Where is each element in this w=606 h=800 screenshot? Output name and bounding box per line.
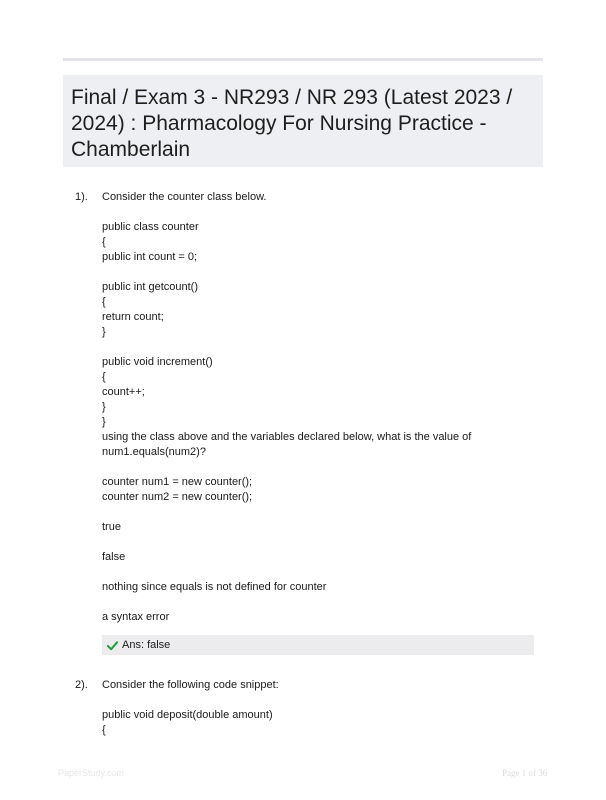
question-line: } (102, 416, 106, 428)
blank-line (102, 340, 532, 355)
question-line: return count; (102, 311, 164, 323)
blank-line (102, 595, 532, 610)
blank-line (102, 460, 532, 475)
question-line: public class counter (102, 221, 199, 233)
page-number: Page 1 of 36 (502, 768, 548, 778)
blank-line (102, 535, 532, 550)
blank-line (102, 693, 532, 708)
question-line: } (102, 401, 106, 413)
question-line: public int getcount() (102, 281, 198, 293)
question-line: using the class above and the variables declared below, what is the value of (102, 431, 472, 443)
question-line: } (102, 326, 106, 338)
question-line: { (102, 724, 106, 736)
question-line: counter num2 = new counter(); (102, 491, 253, 503)
top-divider (63, 58, 543, 61)
blank-line (102, 505, 532, 520)
question-line: Consider the counter class below. (102, 191, 267, 203)
question-line: num1.equals(num2)? (102, 446, 206, 458)
question-line: { (102, 236, 106, 248)
blank-line (102, 265, 532, 280)
question-line: { (102, 296, 106, 308)
footer-watermark: PaperStudy.com (58, 768, 124, 778)
question-line: Consider the following code snippet: (102, 679, 279, 691)
question-number: 2). (75, 679, 88, 691)
question-line: public void increment() (102, 356, 213, 368)
question-line: count++; (102, 386, 145, 398)
question-body (102, 678, 532, 738)
question-line: counter num1 = new counter(); (102, 476, 253, 488)
question-line: public int count = 0; (102, 251, 198, 263)
question-body (102, 190, 532, 625)
question-line: nothing since equals is not defined for counter (102, 581, 327, 593)
question-line: public void deposit(double amount) (102, 709, 273, 721)
question-line: { (102, 371, 106, 383)
blank-line (102, 565, 532, 580)
question-line: false (102, 551, 126, 563)
answer-text: Ans: false (122, 639, 171, 651)
title-banner (63, 75, 543, 167)
answer-box (102, 635, 534, 655)
question-line: a syntax error (102, 611, 170, 623)
question-line: true (102, 521, 121, 533)
blank-line (102, 205, 532, 220)
question-number: 1). (75, 191, 88, 203)
document-title: Final / Exam 3 - NR293 / NR 293 (Latest 2023 / 2024) : Pharmacology For Nursing Practice - Chamberlain (71, 86, 513, 161)
check-icon (107, 640, 118, 651)
